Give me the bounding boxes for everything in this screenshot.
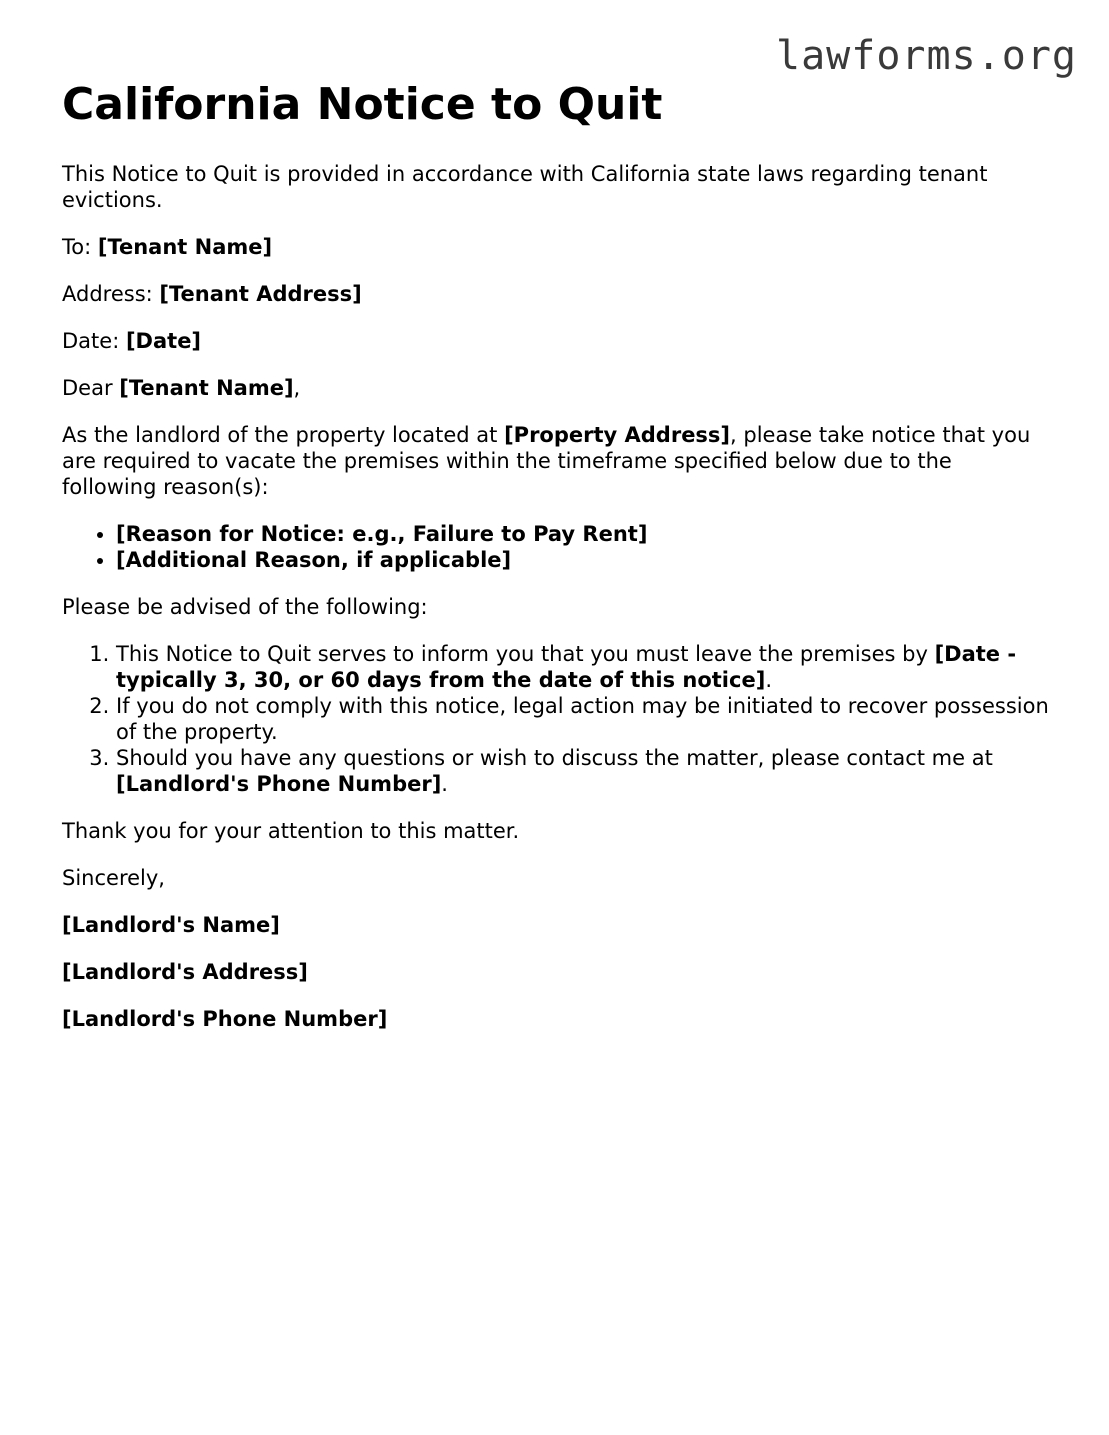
body-before: As the landlord of the property located at [62, 423, 505, 447]
landlord-name-placeholder: [Landlord's Name] [62, 913, 280, 937]
landlord-address-placeholder: [Landlord's Address] [62, 960, 308, 984]
point-three-phone: [Landlord's Phone Number] [116, 772, 442, 796]
point-one-date: [Date - typically 3, 30, or 60 days from the date of this notice] [116, 642, 1017, 692]
address-label: Address: [62, 282, 160, 306]
to-label: To: [62, 235, 98, 259]
points-list [62, 641, 1052, 797]
date-placeholder: [Date] [125, 329, 202, 353]
landlord-phone-placeholder: [Landlord's Phone Number] [62, 1007, 388, 1031]
page-title: California Notice to Quit [62, 79, 663, 130]
point-three-end: . [441, 772, 448, 796]
signature-address [62, 959, 1052, 985]
signature-name [62, 912, 1052, 938]
list-item [116, 693, 1052, 745]
list-item [116, 547, 1052, 573]
site-watermark: lawforms.org [776, 33, 1077, 79]
body-after: , please take notice that you are required to vacate the premises within the timeframe specified below due to the following reason(s): [62, 423, 1031, 499]
list-item [116, 745, 1052, 797]
reasons-list [62, 521, 1052, 573]
list-item [116, 641, 1052, 693]
tenant-name-placeholder: [Tenant Name] [97, 235, 273, 259]
closing-line: Sincerely, [62, 866, 165, 890]
intro-paragraph: This Notice to Quit is provided in accordance with California state laws regarding tenant evictions. [62, 162, 988, 212]
reason-additional: [Additional Reason, if applicable] [116, 548, 512, 572]
salutation-name: [Tenant Name] [119, 376, 294, 400]
point-one-end: . [765, 668, 772, 692]
point-three-text: Should you have any questions or wish to discuss the matter, please contact me at [116, 746, 993, 770]
address-line [62, 281, 1052, 307]
tenant-address-placeholder: [Tenant Address] [159, 282, 362, 306]
point-two-text: If you do not comply with this notice, legal action may be initiated to recover possession of the property. [116, 694, 1049, 744]
notice-document [62, 80, 1052, 1053]
salutation-prefix: Dear [62, 376, 120, 400]
date-line [62, 328, 1052, 354]
point-one-text: This Notice to Quit serves to inform you that you must leave the premises by [116, 642, 935, 666]
salutation-line [62, 375, 1052, 401]
reason-primary: [Reason for Notice: e.g., Failure to Pay Rent] [116, 522, 648, 546]
date-label: Date: [62, 329, 126, 353]
signature-phone [62, 1006, 1052, 1032]
thanks-line: Thank you for your attention to this matter. [62, 819, 520, 843]
body-paragraph [62, 422, 1052, 500]
to-line [62, 234, 1052, 260]
property-address-placeholder: [Property Address] [504, 423, 731, 447]
advised-line: Please be advised of the following: [62, 595, 428, 619]
list-item [116, 521, 1052, 547]
salutation-suffix: , [293, 376, 301, 400]
